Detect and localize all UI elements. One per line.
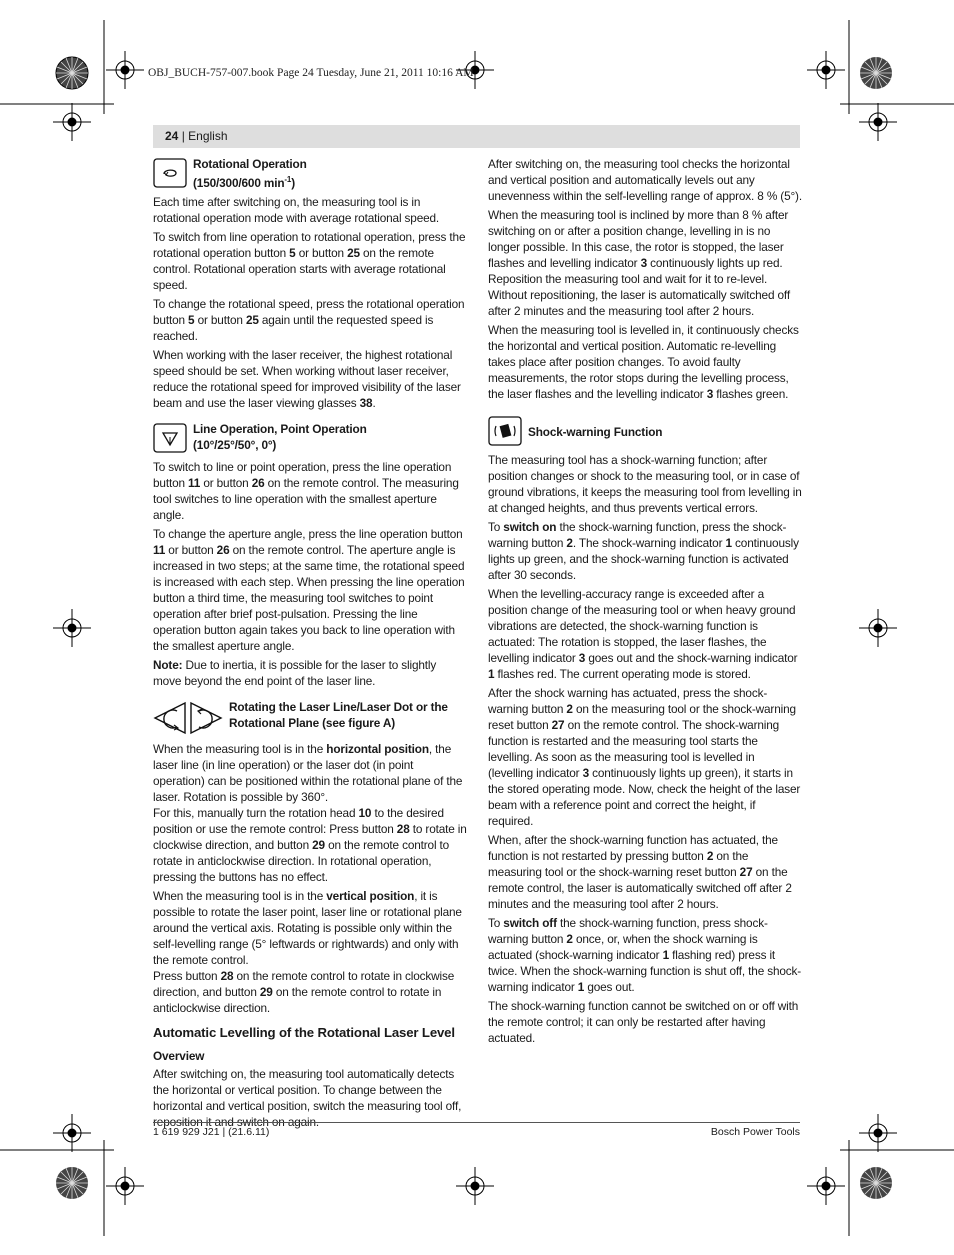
auto-levelling-heading: Automatic Levelling of the Rotational Laser Level (153, 1025, 455, 1040)
footer-doc-number: 1 619 929 J21 | (21.6.11) (153, 1126, 270, 1138)
right-column (488, 156, 802, 1049)
rotating-laser-title: Rotating the Laser Line/Laser Dot or the Rotational Plane (see figure A) (229, 700, 448, 730)
section-rotational-operation (153, 156, 467, 192)
rotate-left-right-icon (153, 701, 223, 739)
paragraph: After switching on, the measuring tool checks the horizontal and vertical position and automatically levels out any unevenness within the self-levelling range of approx. 8 % (5°). (488, 157, 802, 203)
paragraph: To change the rotational speed, press the rotational operation button 5 or button 25 again until the requested speed is reached. (153, 297, 465, 343)
shock-warning-icon (488, 416, 522, 450)
page-number: 24 (165, 129, 179, 143)
paragraph: After switching on, the measuring tool automatically detects the horizontal or vertical position. To change between the horizontal and vertical position, switch the measuring tool off, reposition it and switch on again. (153, 1067, 462, 1129)
header-language: English (188, 129, 228, 143)
rotation-mode-icon (153, 158, 187, 192)
shock-warning-title: Shock-warning Function (528, 425, 663, 439)
paragraph: When the measuring tool is levelled in, it continuously checks the horizontal and vertical position. Automatic re-levelling takes place after position changes. To avoid faulty measurements, the rotor stops during the levelling process, the laser flashes and the levelling indicator 3 flashes green. (488, 323, 799, 401)
section-rotating-laser (153, 699, 467, 739)
paragraph: To switch from line operation to rotational operation, press the rotational operation button 5 or button 25 on the remote control. Rotational operation starts with average rotational speed. (153, 230, 466, 292)
paragraph: To switch off the shock-warning function, press shock-warning button 2 once, or, when the shock warning is actuated (shock-warning indicator 1 flashing red) press it twice. When the shock-warning function is shut off, the shock-warning indicator 1 goes out. (488, 916, 802, 994)
paragraph: The measuring tool has a shock-warning function; after position changes or shock to the measuring tool, or in case of ground vibrations, it keeps the measuring tool from levelling in at changed heights, and thus prevents vertical errors. (488, 453, 802, 515)
paragraph: Each time after switching on, the measuring tool is in rotational operation mode with average rotational speed. (153, 195, 440, 225)
paragraph: When the measuring tool is inclined by more than 8 % after switching on or after a position change, levelling in is no longer possible. In this case, the rotor is stopped, the laser flashes and levelling indicator 3 continuously lights up red. Reposition the measuring tool and wait for it to re-level. Without repositioning, the laser is automatically switched off after 2 minutes and the measuring tool after 2 hours. (488, 208, 790, 318)
paragraph: The shock-warning function cannot be switched on or off with the remote control; it can only be restarted after having actuated. (488, 999, 799, 1045)
paragraph: To change the aperture angle, press the line operation button 11 or button 26 on the remote control. The aperture angle is increased in two steps; at the same time, the rotational speed is increased with each step. When pressing the line operation button a third time, the measuring tool switches to point operation after brief post-pulsation. Pressing the line operation button again takes you back to line operation with the smallest aperture angle. (153, 527, 465, 653)
line-point-mode-icon (153, 423, 187, 457)
page-header: 24 | English (153, 125, 800, 148)
paragraph: For this, manually turn the rotation head 10 to the desired position or use the remote control: Press button 28 to rotate in clockwise direction, and button 29 on the remote control to rotate in anticlockwise direction. In rotational operation, pressing the buttons has no effect. (153, 806, 467, 884)
book-info: OBJ_BUCH-757-007.book Page 24 Tuesday, June 21, 2011 10:16 AM (148, 67, 474, 79)
paragraph: To switch on the shock-warning function, press the shock-warning button 2. The shock-warning indicator 1 continuously lights up green, and the shock-warning function is activated after 30 seconds. (488, 520, 799, 582)
rotational-operation-title: Rotational Operation (150/300/600 $\min^{-1}$) (193, 157, 307, 190)
section-line-operation (153, 421, 467, 457)
paragraph: When the measuring tool is in the horizontal position, the laser line (in line operation) or the laser dot (in point operation) can be positioned within the rotational plane of the laser. Rotation is possible by 360°. (153, 742, 463, 804)
footer-brand: Bosch Power Tools (710, 1126, 800, 1138)
paragraph: When, after the shock-warning function has actuated, the function is not restarted by pressing button 2 on the measuring tool or the shock-warning reset button 27 on the remote control, the laser is automatically switched off after 2 minutes and the measuring tool after 2 hours. (488, 833, 792, 911)
line-operation-title: Line Operation, Point Operation (10°/25°/50°, 0°) (193, 422, 367, 452)
footer-rule (153, 1122, 800, 1123)
paragraph: After the shock warning has actuated, press the shock-warning button 2 on the measuring tool or the shock-warning reset button 27 on the remote control. The shock-warning function is restarted and the measuring tool starts the levelling. As soon as the measuring tool is levelled in (levelling indicator 3 continuously lights up green), it starts in the stored operating mode. Now, check the height of the laser beam with a reference point and correct the height, if required. (488, 686, 801, 828)
section-shock-warning (488, 414, 802, 450)
left-column (153, 156, 467, 1133)
overview-heading: Overview (153, 1049, 205, 1063)
paragraph: When the levelling-accuracy range is exceeded after a position change of the measuring tool or when heavy ground vibrations are detected, the shock-warning function is actuated: The rotation is stopped, the laser flashes, the levelling indicator 3 goes out and the shock-warning indicator 1 flashes red. The current operating mode is stored. (488, 587, 798, 681)
paragraph: When the measuring tool is in the vertical position, it is possible to rotate the laser point, laser line or rotational plane around the vertical axis. Rotating is possible only within the self-levelling range (5° leftwards or rightwards) and only with the remote control. (153, 889, 462, 967)
paragraph: When working with the laser receiver, the highest rotational speed should be set. When working without laser receiver, reduce the rotational speed for improved visibility of the laser beam and use the laser viewing glasses 38. (153, 348, 461, 410)
paragraph: To switch to line or point operation, press the line operation button 11 or button 26 on the remote control. The measuring tool switches to line operation with the smallest aperture angle. (153, 460, 459, 522)
paragraph: Press button 28 on the remote control to rotate in clockwise direction, and button 29 on the remote control to rotate in anticlockwise direction. (153, 969, 455, 1015)
note-paragraph: Note: Due to inertia, it is possible for the laser to slightly move beyond the end point of the laser line. (153, 658, 437, 688)
